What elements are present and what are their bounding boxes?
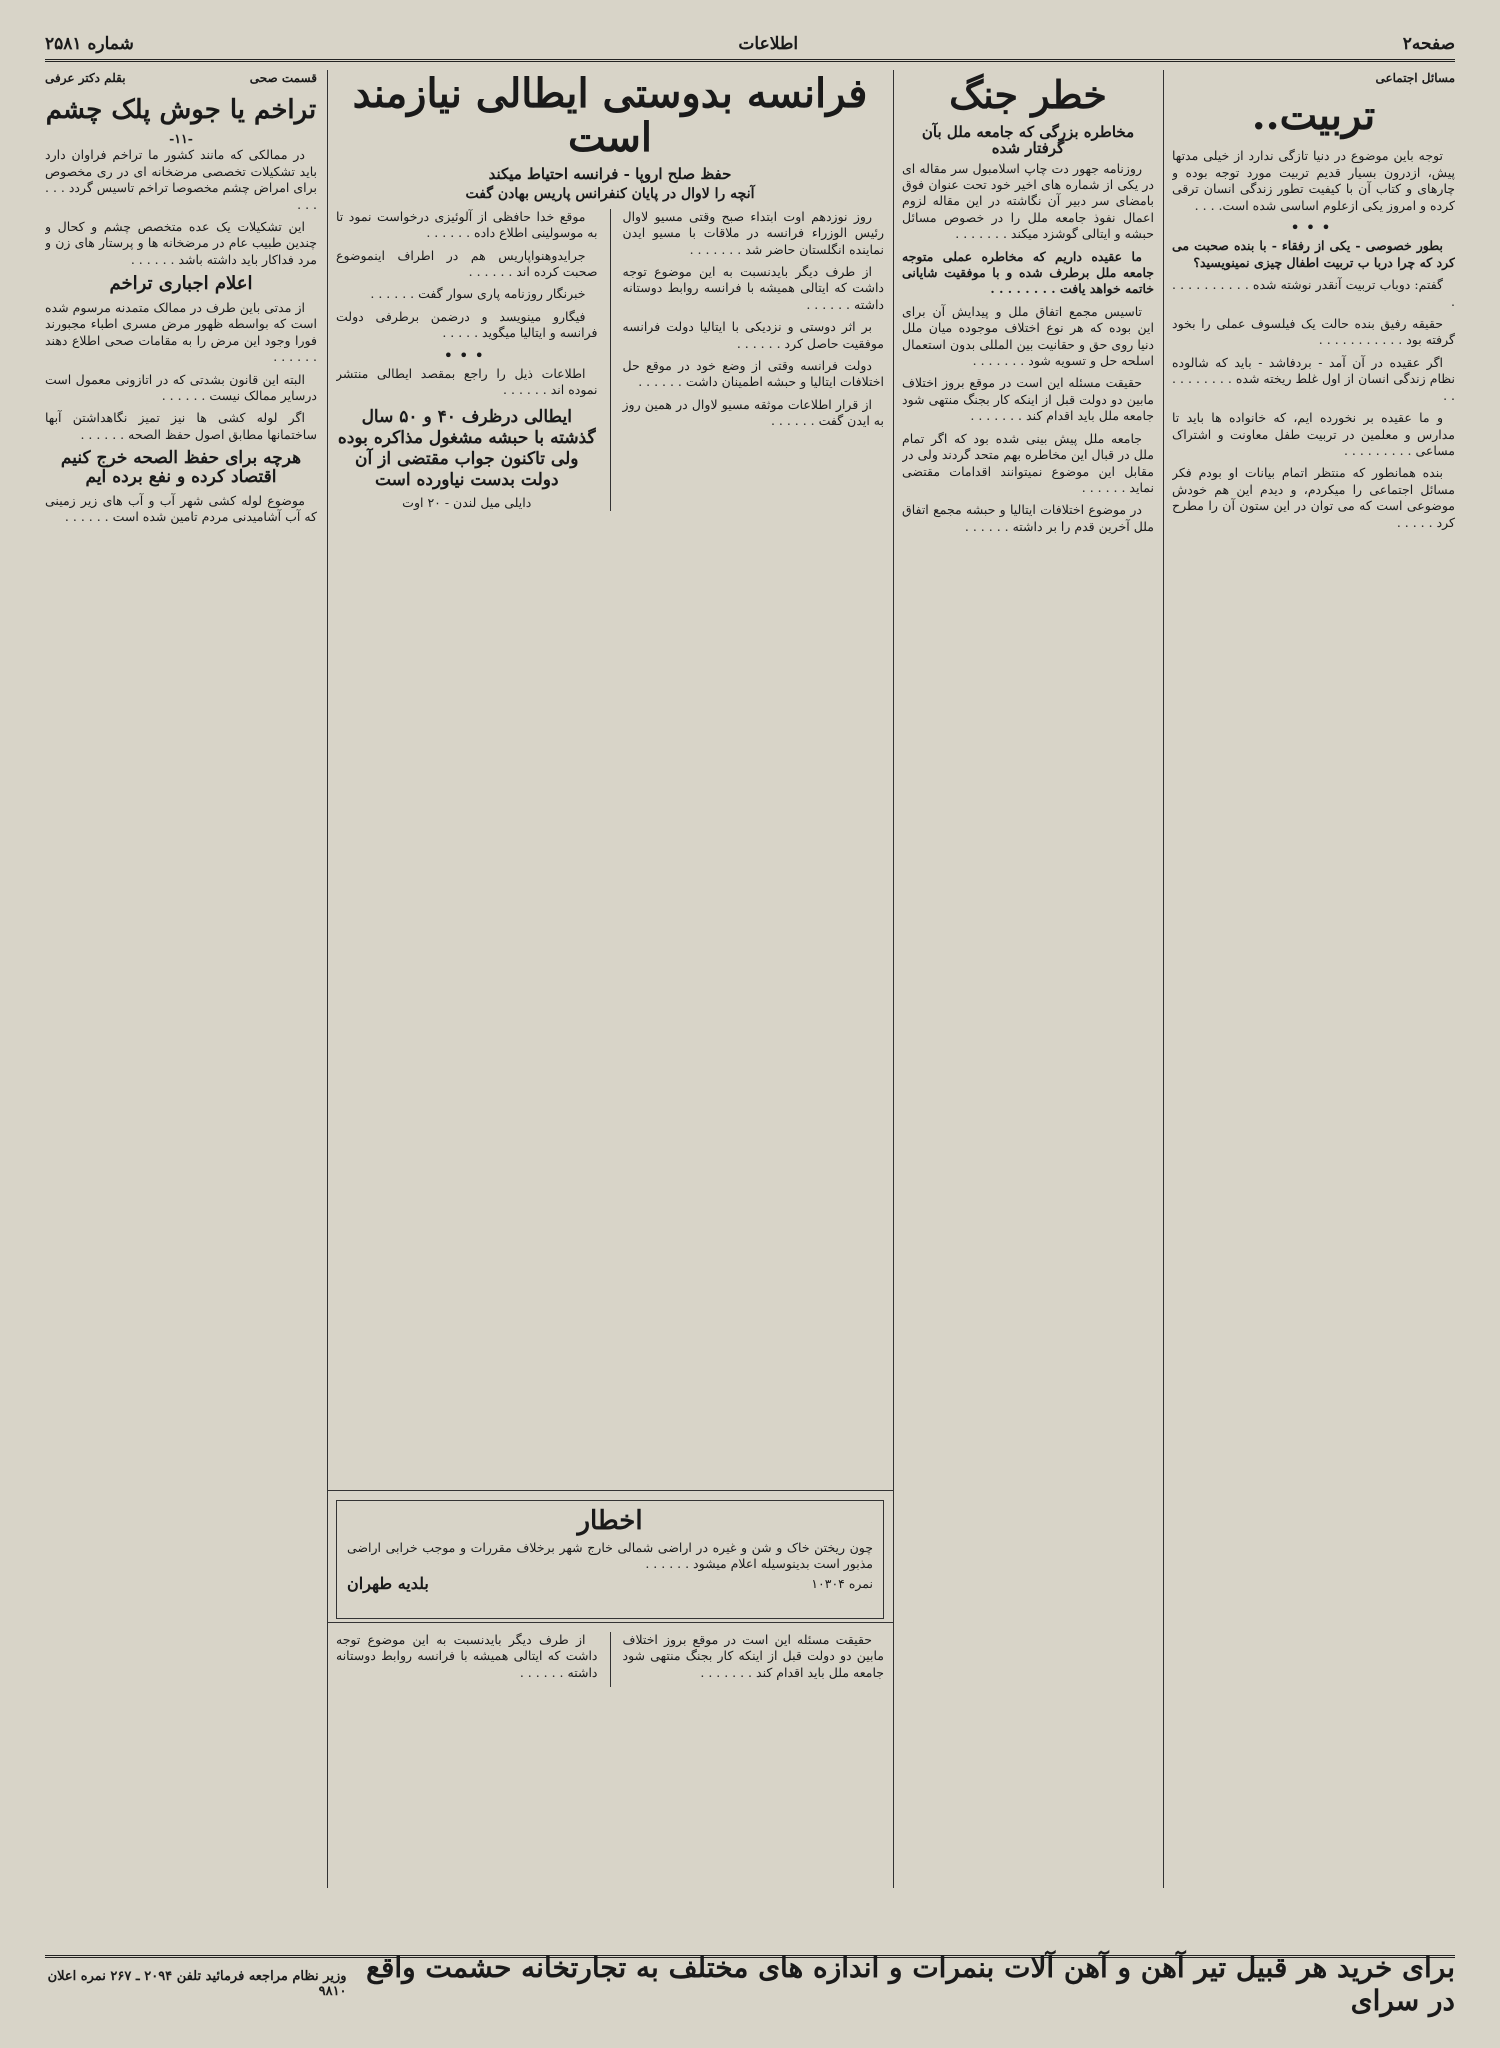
lower-middle-block — [336, 1632, 884, 1888]
column-france — [336, 70, 884, 1488]
paragraph: از مدتی باین طرف در ممالک متمدنه مرسوم شده است که بواسطه ظهور مرض مسری اطباء مجبورند فورا وجود این مرض را به مقامات صحی اطلاع دهند . . . . . . — [45, 300, 317, 365]
subheading: هرچه برای حفظ الصحه خرج کنیم اقتصاد کرده و نفع برده ایم — [60, 448, 302, 487]
column-divider — [1163, 70, 1164, 1888]
paragraph: بنده همانطور که منتظر اتمام بیانات او بودم فکر مسائل اجتماعی را میکردم، و دیدم این هم خودش موضوعی است که می توان در این ستون آن را مطرح کرد . . . . . — [1172, 465, 1455, 530]
column-divider — [327, 70, 328, 1888]
notice-number: نمره ۱۰۳۰۴ — [811, 1575, 873, 1591]
paragraph: جرایدوهنواپاریس هم در اطراف اینموضوع صحبت کرده اند . . . . . . — [336, 247, 598, 280]
paragraph: از قرار اطلاعات موثقه مسیو لاوال در همین روز به ایدن گفت . . . . . . — [622, 396, 884, 429]
article-subtitle: آنچه را لاوال در پایان کنفرانس پاریس بهادن گفت — [465, 186, 755, 203]
paragraph: در موضوع اختلافات ایتالیا و حبشه مجمع اتفاق ملل آخرین قدم را بر داشته . . . . . . — [902, 502, 1154, 534]
paragraph: فیگارو مینویسد و درضمن برطرفی دولت فرانسه و ایتالیا میگوید . . . . . — [336, 308, 598, 341]
page-number: صفحه۲ — [1402, 34, 1455, 54]
paragraph: موقع خدا حافظی از آلوئیزی درخواست نمود تا به موسولینی اطلاع داده . . . . . . — [336, 208, 598, 241]
paragraph: گفتم: دوباب تربیت آنقدر نوشته شده . . . . . . . . . . . — [1172, 277, 1455, 309]
section-label: مسائل اجتماعی — [1375, 71, 1455, 85]
article-title: تربیت.. — [1251, 92, 1376, 140]
notice-title: اخطار — [577, 1506, 643, 1536]
boxed-headline: ایطالی درظرف ۴۰ و ۵۰ سال گذشته با حبشه مشغول مذاکره بوده ولی تاکنون جواب مقتضی از آن دولت بدست نیاورده است — [337, 406, 596, 490]
paragraph: ما عقیده داریم که مخاطره عملی متوجه جامعه ملل برطرف شده و با موفقیت شایانی خاتمه خواهد یافت . . . . . . . . — [902, 248, 1154, 297]
article-body — [336, 209, 884, 511]
notice-footer — [347, 1573, 873, 1593]
dateline: دایلی میل لندن - ۲۰ اوت — [402, 494, 532, 510]
article-subtitle: حفظ صلح اروپا - فرانسه احتیاط میکند — [488, 165, 732, 183]
paragraph: حقیقت مسئله این است در موقع بروز اختلاف مابین دو دولت قبل از اینکه کار بجنگ منتهی شود جامعه ملل باید اقدام کند . . . . . . . — [622, 1632, 884, 1680]
paragraph: روزنامه جهور دت چاپ اسلامبول سر مقاله ای در یکی از شماره های اخیر خود تحت عنوان فوق بامضای سر دبیر آن نگاشته در این مقاله لزوم اعمال نفوذ جامعه ملل را در خصوص مسائل حبشه و ایتالی گوشزد میکند . . . . . . . — [902, 160, 1154, 242]
article-title: خطر جنگ — [949, 72, 1107, 117]
ornament: ••• — [443, 345, 490, 365]
article-column-right — [623, 209, 885, 511]
subheading: اعلام اجباری تراخم — [109, 273, 253, 295]
header-rule — [45, 59, 1455, 62]
paragraph: و ما عقیده بر نخورده ایم، که خانواده ها باید تا مدارس و معلمین در تربیت طفل معاونت و اشتراک مساعی . . . . . . . . . — [1172, 410, 1455, 458]
column-health — [45, 70, 317, 1888]
lower-body — [336, 1632, 884, 1687]
notice-signature: بلدیه طهران — [347, 1573, 429, 1593]
paragraph: موضوع لوله کشی شهر آب و آب های زیر زمینی که آب آشامیدنی مردم تامین شده است . . . . . . — [45, 492, 317, 525]
series-number: -۱۱- — [169, 131, 193, 146]
paragraph: البته این قانون بشدتی که در اتازونی معمول است درسایر ممالک نیست . . . . . . — [45, 371, 317, 404]
horizontal-rule — [327, 1490, 893, 1491]
lower-column-right — [623, 1632, 885, 1687]
lower-column-left — [336, 1632, 598, 1687]
paragraph: دولت فرانسه وقتی از وضع خود در موقع حل اختلافات ایتالیا و حبشه اطمینان داشت . . . . . . — [622, 358, 884, 390]
issue-number: شماره ۲۵۸۱ — [45, 34, 134, 54]
inner-divider — [610, 1632, 611, 1687]
paragraph: اگر لوله کشی ها نیز تمیز نگاهداشتن آبها ساختمانها مطابق اصول حفظ الصحه . . . . . . — [45, 410, 317, 442]
notice-text: چون ریختن خاک و شن و غیره در اراضی شمالی خارج شهر برخلاف مقررات و موجب خرابی اراضی مذبور است بدینوسیله اعلام میشود . . . . . . — [347, 1539, 873, 1571]
newspaper-name: اطلاعات — [738, 34, 799, 54]
advertisement-details: وزیر نظام مراجعه فرمائید تلفن ۲۰۹۴ ـ ۲۶۷ نمره اعلان ۹۸۱۰ — [47, 1969, 347, 1999]
paragraph: روز نوزدهم اوت ابتداء صبح وقتی مسیو لاوال رئیس الوزراء فرانسه در ملاقات با مسیو ایدن نماینده انگلستان حاضر شد . . . . . . . — [622, 208, 884, 257]
column-war — [902, 70, 1154, 1888]
article-subtitle: مخاطره بزرگی که جامعه ملل بآن گرفتار شده — [921, 122, 1135, 158]
paragraph: خبرنگار روزنامه پاری سوار گفت . . . . . . — [370, 286, 586, 302]
paragraph: بطور خصوصی - یکی از رفقاء - با بنده صحبت می کرد که چرا دربا ب تربیت اطفال چیزی نمینویسید؟ — [1172, 238, 1455, 270]
paragraph: حقیقت مسئله این است در موقع بروز اختلاف مابین دو دولت قبل از اینکه کار بجنگ منتهی شود جامعه ملل باید اقدام کند . . . . . . . — [902, 375, 1154, 424]
article-title: تراخم یا جوش پلک چشم — [45, 95, 317, 126]
column-social — [1172, 70, 1455, 1888]
footer-advertisement — [45, 1951, 1455, 2017]
horizontal-rule — [327, 1622, 893, 1623]
paragraph: اگر عقیده در آن آمد - بردفاشد - باید که شالوده نظام زندگی انسان از اول غلط ریخته شده . . . . . . . . . . — [1172, 354, 1455, 403]
paragraph: حقیقه رفیق بنده حالت یک فیلسوف عملی را بخود گرفته بود . . . . . . . . . . . — [1172, 316, 1455, 348]
paragraph: توجه باین موضوع در دنیا تازگی ندارد از خیلی مدتها پیش، ازدرون بسیار قدیم تربیت مورد توجه بوده و چارهای و کتاب آن با کیفیت تطور زندگی انسان ترقی کرده و امروز یکی ازعلوم اساسی شده است. . . . — [1172, 148, 1455, 213]
byline: بقلم دکتر عرفی — [45, 71, 126, 85]
notice-box — [336, 1500, 884, 1619]
advertisement-text: برای خرید هر قبیل تیر آهن و آهن آلات بنمرات و اندازه های مختلف به تجارتخانه حشمت واقع در سرای — [366, 1951, 1455, 2017]
running-header — [45, 32, 1455, 56]
article-column-left — [336, 209, 598, 511]
inner-divider — [610, 209, 611, 511]
paragraph: در ممالکی که مانند کشور ما تراخم فراوان دارد باید تشکیلات تخصصی مرضخانه ای در ری مخصوص برای امراض چشم مخصوصا تراخم تاسیس گردد . . . . . . — [45, 147, 317, 212]
paragraph: از طرف دیگر بایدنسبت به این موضوع توجه داشت که ایتالی همیشه با فرانسه روابط دوستانه داشته . . . . . . — [622, 264, 884, 312]
paragraph: این تشکیلات یک عده متخصص چشم و کحال و چندین طبیب عام در مرضخانه ها و پرستار های زن و مرد فداکار باید داشته باشد . . . . . . — [45, 219, 317, 267]
paragraph: اطلاعات ذیل را راجع بمقصد ایطالی منتشر نموده اند . . . . . . — [336, 366, 598, 398]
paragraph: جامعه ملل پیش بینی شده بود که اگر تمام ملل در قبال این مخاطره بهم متحد گردند ولی در مقابل این موضوع نمیتوانند اقدامات مقتضی نماید . . . . . . — [902, 430, 1154, 495]
paragraph: بر اثر دوستی و نزدیکی با ایتالیا دولت فرانسه موفقیت حاصل کرد . . . . . . — [622, 319, 884, 351]
ornament: ••• — [1290, 218, 1337, 238]
article-title: فرانسه بدوستی ایطالی نیازمند است — [352, 70, 868, 161]
column-divider — [893, 70, 894, 1888]
paragraph: از طرف دیگر بایدنسبت به این موضوع توجه داشت که ایتالی همیشه با فرانسه روابط دوستانه داشته . . . . . . — [336, 1632, 598, 1680]
paragraph: تاسیس مجمع اتفاق ملل و پیدایش آن برای این بوده که هر نوع اختلاف موجوده میان ملل دنیا روی حق و حقانیت بین المللی بدون استعمال اسلحه حل و تسویه شود . . . . . . . — [902, 303, 1154, 369]
section-header — [45, 70, 317, 86]
section-label: قسمت صحی — [249, 71, 317, 85]
